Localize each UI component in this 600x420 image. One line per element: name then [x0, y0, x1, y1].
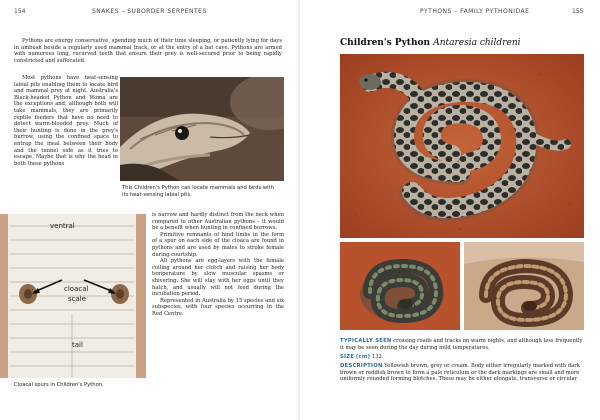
size-value: 132.: [371, 354, 384, 360]
typically-seen-key: TYPICALLY SEEN: [340, 338, 392, 344]
egg-paragraph: All pythons are egg-layers with the female coiling around her clutch and raising her body temperature by slow muscular spasms or shivering. She will stay with her eggs until they hatch, and usually will not feed during the incubation period.: [152, 258, 284, 298]
head-narrow-paragraph: is narrow and hardly distinct from the neck when compared to other Australian pythons – it would be a benefit when hunting in confined burrows.: [152, 212, 284, 232]
pit-paragraph: Most pythons have heat-sensing labial pits enabling them to locate bird and mammal prey at night. Australia's Black-headed Python and Woma are the exceptions and, although both will take mammals, they are primarily reptile feeders that have no need to detect warm-blooded prey. Much of their hunting is done in the prey's burrow, using the confined space to entrap the meal between their body and the tunnel side as it tries to escape. Maybe that is why the head in both these pythons: [14, 75, 118, 167]
coiled-python-photo-3: [464, 242, 584, 330]
running-head-right: PYTHONS – FAMILY PYTHONIDAE: [420, 8, 530, 15]
size-block: [340, 354, 586, 361]
head-photo-caption: This Children's Python can locate mammals and birds with its heat-sensing labial pits.: [122, 185, 274, 198]
python-head-illustration: [120, 77, 284, 181]
main-python-photo: [340, 54, 584, 238]
description-block: [340, 363, 586, 383]
python-head-photo: [120, 77, 284, 181]
size-unit: (cm): [355, 354, 371, 360]
label-cloacal: cloacal: [64, 285, 89, 293]
label-ventral: ventral: [50, 222, 75, 230]
species-latin-name: Antaresia childreni: [433, 38, 521, 48]
page-number-right: 155: [572, 8, 584, 15]
coiled-python-photo-2: [340, 242, 460, 330]
size-key: SIZE: [340, 354, 355, 360]
intro-text: Pythons are energy conservative, spending much of their time sleeping, or patiently lying for days in ambush beside a regularly used mammal track, or at the entry of a bat cave. Pythons are armed with numerous long, recurved teeth that ensure their prey is well-secured prior to being rapidly constricted and suffocated.: [14, 38, 282, 64]
column-text-right: [152, 212, 284, 318]
python-coil-illustration-2: [340, 242, 460, 330]
spur-photo-caption: Cloacal spurs in Children's Python.: [14, 382, 104, 388]
label-scale: scale: [68, 295, 87, 303]
typically-seen-block: [340, 338, 586, 351]
running-head-left: SNAKES – SUBORDER SERPENTES: [92, 8, 207, 15]
spur-paragraph: Primitive remnants of hind limbs in the form of a spur on each side of the cloaca are found in pythons and are used by males to stroke female during courtship.: [152, 231, 284, 258]
species-common-name: Children's Python: [340, 38, 431, 48]
intro-paragraph: [14, 38, 282, 64]
species-title: [340, 38, 521, 48]
description-text: Yellowish brown, grey or cream. Body either irregularly marked with dark brown or reddish brown to form a pale reticulum or the dark markings are small and more uniformly rounded forming blotches. These may be either elongate, transverse or circular: [340, 363, 580, 383]
python-coil-illustration-3: [464, 242, 584, 330]
page-number-left: 154: [14, 8, 26, 15]
species-count-paragraph: Represented in Australia by 15 species and six subspecies, with four species occurring in the Red Centre.: [152, 297, 284, 317]
description-key: DESCRIPTION: [340, 363, 383, 369]
label-tail: tail: [72, 341, 83, 349]
typically-seen-text: crossing roads and tracks on warm nights, and although less frequently it may be seen during the day during mild temperatures.: [340, 338, 583, 351]
column-text-left: [14, 75, 118, 167]
coiled-python-illustration: [340, 54, 584, 238]
